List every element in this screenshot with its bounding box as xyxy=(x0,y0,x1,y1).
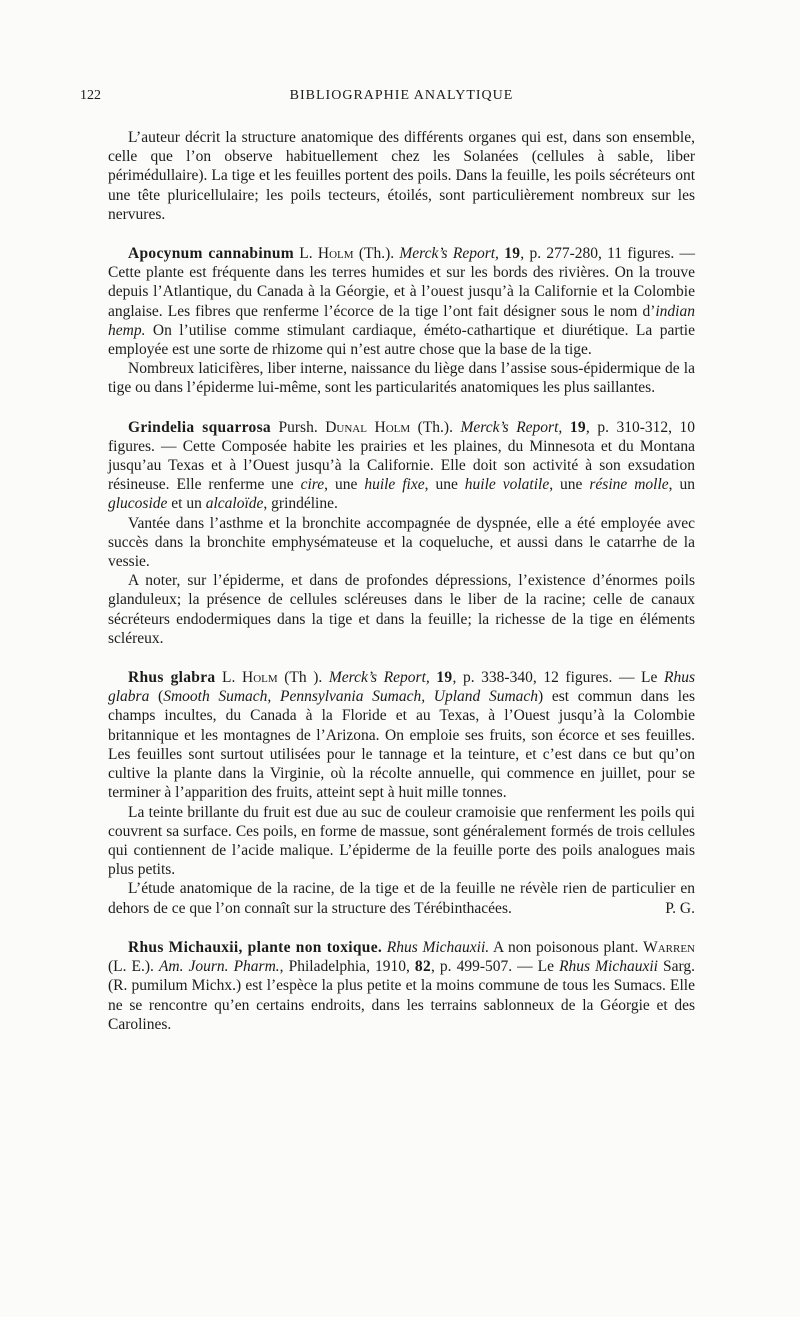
bibliography-entry xyxy=(108,418,695,648)
text-run: A non poisonous plant. xyxy=(489,938,644,956)
entry-title: Grindelia squarrosa xyxy=(128,418,271,436)
paragraph xyxy=(108,571,695,648)
italic-text: huile fixe xyxy=(364,476,425,494)
text-run: Nombreux laticifères, liber interne, naissance du liège dans l’assise sous-épidermique de la tige ou dans l’épiderme lui-même, sont les particularités anatomiques les plus saillantes. xyxy=(108,360,695,397)
signature: P. G. xyxy=(665,899,695,917)
italic-text: résine molle xyxy=(589,476,669,494)
italic-text: Merck’s Report, xyxy=(399,245,499,263)
paragraph xyxy=(108,128,695,224)
text-run: , p. 499-507. — Le xyxy=(431,958,560,976)
page-header xyxy=(80,88,695,112)
text-run: , p. 310-312, 10 figures. — Cette Composée habite les prairies et les plaines, du Minnesota et du Montana jusqu’au Texas et à l’Ouest jusqu’à la Californie. Elle doit son activité à son exsudation résineuse. Elle renferme une xyxy=(108,418,696,494)
bibliography-entry xyxy=(108,938,695,1034)
italic-text: Rhus Michauxii. xyxy=(386,938,490,956)
text-run: On l’utilise comme stimulant cardiaque, éméto-cathartique et diurétique. La partie employée est une sorte de rhizome qui n’est autre chose que la base de la tige. xyxy=(108,321,695,359)
text-run: A noter, sur l’épiderme, et dans de profondes dépressions, l’existence d’énormes poils glanduleux; la présence de cellules scléreuses dans le liber de la racine; celle de canaux sécréteurs endodermiques dans la tige et dans la feuille; la richesse de la tige en éléments scléreux. xyxy=(108,572,695,647)
paragraph xyxy=(108,418,695,514)
italic-text: huile volatile xyxy=(464,476,550,494)
text-run: , une xyxy=(324,476,365,494)
text-run: Pursh. xyxy=(270,418,326,436)
paragraph xyxy=(108,514,695,572)
paragraph xyxy=(108,359,695,397)
italic-text: indian hemp. xyxy=(108,302,695,339)
text-run: L’étude anatomique de la racine, de la tige et de la feuille ne révèle rien de particulier en dehors de ce que l’on connaît sur la structure des Térébinthacées. xyxy=(108,880,695,917)
article-body xyxy=(108,128,695,1034)
entry-gap xyxy=(108,398,695,418)
italic-text: glucoside xyxy=(108,495,168,513)
text-run: (L. E.). xyxy=(108,958,159,976)
italic-text: cire xyxy=(300,476,325,494)
entry-gap xyxy=(108,648,695,668)
text-run: L. xyxy=(294,245,318,263)
author-name: Holm xyxy=(317,245,354,263)
text-run: L’auteur décrit la structure anatomique des différents organes qui est, dans son ensemble, celle que l’on observe habituellement chez les Solanées (cellules à sable, liber périmédullaire). La tige et les feuilles portent des poils. Dans la feuille, les poils sécréteurs ont une tête pluricellulaire; les poils tecteurs, étoilés, sont particulièrement nombreux sur les nervures. xyxy=(108,129,695,223)
text-run: , p. 338-340, 12 figures. — Le xyxy=(452,669,665,687)
paragraph xyxy=(108,668,695,802)
author-name: Warren xyxy=(643,938,695,956)
author-name: Dunal xyxy=(325,418,367,436)
entry-title: Rhus glabra xyxy=(128,669,216,687)
paragraph xyxy=(108,244,695,359)
text-run: (Th.). xyxy=(410,418,461,436)
entry-title: 82 xyxy=(414,958,431,976)
italic-text: Am. Journ. Pharm. xyxy=(158,958,280,976)
text-run: L. xyxy=(215,669,242,687)
paragraph xyxy=(108,938,695,1034)
text-run: (Th.). xyxy=(353,245,400,263)
entry-gap xyxy=(108,918,695,938)
italic-text: Rhus glabra xyxy=(108,669,696,706)
paragraph xyxy=(108,803,695,880)
entry-title: 19 xyxy=(504,245,521,263)
italic-text: Smooth Sumach, Pennsylvania Sumach, Upland Sumach xyxy=(163,688,539,706)
italic-text: Merck’s Report, xyxy=(328,669,430,687)
entry-title: 19 xyxy=(569,418,586,436)
text-run: , une xyxy=(549,476,590,494)
entry-title: Apocynum cannabinum xyxy=(128,245,295,263)
author-name: Holm xyxy=(374,418,411,436)
text-run xyxy=(562,419,570,436)
italic-text: Rhus Michauxii xyxy=(559,958,658,976)
bibliography-entry xyxy=(108,128,695,224)
text-run: (Th ). xyxy=(277,669,329,687)
text-run: , p. 277-280, 11 figures. — Cette plante est fréquente dans les terres humides et sur les bords des rivières. On la trouve depuis l’Atlantique, du Canada à la Géorgie, et à l’ouest jusqu’à la Californie et la Colombie anglaise. Les fibres que renferme l’écorce de la tige l’ont fait désigner sous le nom d’ xyxy=(108,245,696,320)
text-run: ) est commun dans les champs incultes, du Canada à la Floride et au Texas, à l’Ouest jusqu’à la Colombie britannique et les montagnes de l’Arizona. On emploie ses fruits, son écorce et ses feuilles. Les feuilles sont surtout utilisées pour le tannage et la teinture, et c’est dans ce but qu’on cultive la plante dans la Virginie, où la récolte annuelle, qui commence en juillet, pour se terminer à l’apparition des fruits, atteint sept à huit mille tonnes. xyxy=(108,688,695,802)
bibliography-entry xyxy=(108,668,695,918)
text-run: ( xyxy=(149,688,164,706)
italic-text: Merck’s Report, xyxy=(460,418,563,436)
italic-text: alcaloïde xyxy=(205,495,264,513)
text-run: , une xyxy=(424,476,465,494)
entry-title: 19 xyxy=(436,669,453,687)
text-run: Vantée dans l’asthme et la bronchite accompagnée de dyspnée, elle a été employée avec succès dans la bronchite emphysémateuse et la coqueluche, et aussi dans le catarrhe de la vessie. xyxy=(108,514,695,571)
running-title: BIBLIOGRAPHIE ANALYTIQUE xyxy=(289,88,514,103)
text-run: , Philadelphia, 1910, xyxy=(279,958,415,976)
text-run: La teinte brillante du fruit est due au suc de couleur cramoisie que renferment les poils qui couvrent sa surface. Ces poils, en forme de massue, sont généralement formés de trois cellules qui contiennent de l’acide malique. L’épiderme de la feuille porte des poils analogues mais plus petits. xyxy=(108,803,695,879)
page-number: 122 xyxy=(80,88,101,103)
text-run: Sarg. (R. pumilum Michx.) est l’espèce la plus petite et la moins commune de tous les Sumacs. Elle ne se rencontre qu’en certains endroits, dans les terrains sablonneux de la Géorgie et des Carolines. xyxy=(108,958,695,1033)
text-run: , grindéline. xyxy=(263,495,338,513)
author-name: Holm xyxy=(242,669,278,687)
text-run: , un xyxy=(668,476,695,494)
entry-title: Rhus Michauxii, plante non toxique. xyxy=(128,938,383,956)
entry-gap xyxy=(108,224,695,244)
text-run xyxy=(367,419,375,436)
bibliography-entry xyxy=(108,244,695,398)
text-run: et un xyxy=(167,495,206,513)
